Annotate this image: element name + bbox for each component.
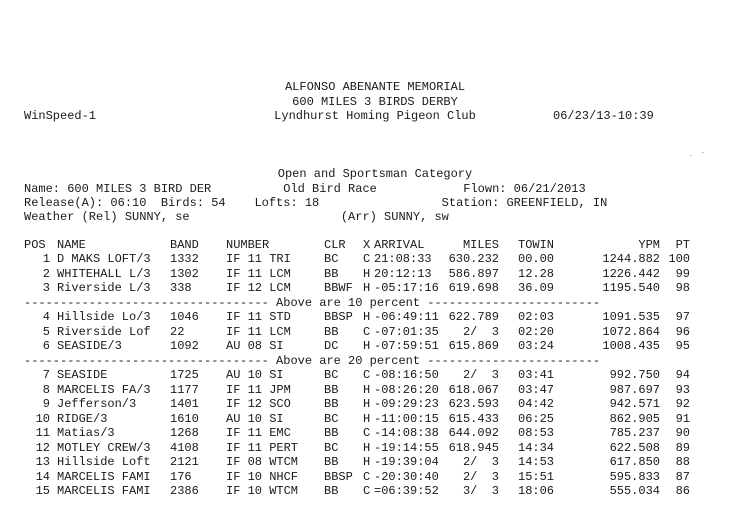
cell-towin: 03:24 [518,339,555,353]
category-title: Open and Sportsman Category [277,167,473,181]
scan-speck [690,155,692,156]
cell-band: 2386 [170,484,199,498]
cell-miles: 615.869 [448,339,499,353]
cell-pos: 1 [42,252,50,266]
table-row [24,470,704,484]
cell-band: 1610 [170,412,199,426]
cell-pt: 89 [675,441,690,455]
cell-clr: BB [324,267,339,281]
cell-pt: 87 [675,470,690,484]
cell-pos: 4 [42,310,50,324]
cell-pos: 2 [42,267,50,281]
cell-x: H [363,267,371,281]
table-row [24,267,704,281]
table-row [24,339,704,353]
cell-pos: 12 [35,441,50,455]
report-title: ALFONSO ABENANTE MEMORIAL [284,80,466,94]
separator-10-percent: ---------------------------------- Above are 10 percent ------------------------ [24,296,601,310]
cell-band: 2121 [170,455,199,469]
cell-clr: BB [324,484,339,498]
cell-arrival: -08:16:50 [374,368,439,382]
cell-x: C [363,368,371,382]
col-pos: POS [24,238,46,252]
cell-ypm: 1008.435 [602,339,660,353]
table-row [24,368,704,382]
cell-ypm: 862.905 [609,412,660,426]
cell-band: 4108 [170,441,199,455]
cell-clr: BB [324,455,339,469]
cell-number: IF 11 LCM [226,325,291,339]
cell-band: 1401 [170,397,199,411]
cell-towin: 14:34 [518,441,555,455]
cell-band: 1302 [170,267,199,281]
table-row [24,310,704,324]
cell-x: H [363,339,371,353]
cell-miles: 2/ 3 [462,470,499,484]
cell-arrival: -09:29:23 [374,397,439,411]
cell-number: AU 10 SI [226,368,284,382]
cell-arrival: -14:08:38 [374,426,439,440]
table-row [24,252,704,266]
cell-ypm: 942.571 [609,397,660,411]
cell-ypm: 992.750 [609,368,660,382]
cell-pt: 92 [675,397,690,411]
cell-arrival: -05:17:16 [374,281,439,295]
cell-towin: 03:41 [518,368,555,382]
cell-x: C [363,252,371,266]
table-row [24,441,704,455]
cell-x: H [363,281,371,295]
col-number: NUMBER [226,238,270,252]
cell-towin: 06:25 [518,412,555,426]
col-towin: TOWIN [518,238,555,252]
cell-pos: 14 [35,470,50,484]
cell-ypm: 617.850 [609,455,660,469]
cell-name: SEASIDE [57,368,108,382]
cell-clr: BBSP [324,470,353,484]
cell-ypm: 785.237 [609,426,660,440]
separator-20-percent: ---------------------------------- Above are 20 percent ------------------------ [24,354,601,368]
cell-towin: 04:42 [518,397,555,411]
cell-ypm: 622.508 [609,441,660,455]
cell-towin: 12.28 [518,267,555,281]
cell-band: 22 [170,325,185,339]
race-info-line2: Release(A): 06:10 Birds: 54 Lofts: 18 Station: GREENFIELD, IN [24,196,608,210]
cell-ypm: 1091.535 [602,310,660,324]
col-miles: MILES [462,238,499,252]
cell-arrival: -19:39:04 [374,455,439,469]
cell-arrival: 20:12:13 [374,267,432,281]
cell-towin: 00.00 [518,252,555,266]
cell-pt: 96 [675,325,690,339]
cell-pos: 10 [35,412,50,426]
cell-miles: 630.232 [448,252,499,266]
cell-miles: 619.698 [448,281,499,295]
cell-number: IF 11 TRI [226,252,291,266]
cell-clr: BBWF [324,281,353,295]
cell-name: MARCELIS FAMI [57,484,151,498]
cell-pt: 98 [675,281,690,295]
cell-name: MARCELIS FA/3 [57,383,151,397]
cell-x: H [363,412,371,426]
cell-miles: 615.433 [448,412,499,426]
table-row [24,325,704,339]
column-header-row [24,238,704,252]
table-row [24,281,704,295]
cell-band: 1725 [170,368,199,382]
cell-miles: 618.945 [448,441,499,455]
club-name: Lyndhurst Homing Pigeon Club [274,109,476,123]
cell-x: H [363,455,371,469]
col-name: NAME [57,238,86,252]
cell-name: Hillside Loft [57,455,151,469]
cell-pos: 15 [35,484,50,498]
col-ypm: YPM [638,238,660,252]
cell-arrival: -07:59:51 [374,339,439,353]
cell-miles: 623.593 [448,397,499,411]
cell-pos: 13 [35,455,50,469]
cell-ypm: 1244.882 [602,252,660,266]
cell-number: IF 11 LCM [226,267,291,281]
cell-pt: 91 [675,412,690,426]
cell-clr: BB [324,325,339,339]
table-row [24,412,704,426]
cell-band: 1092 [170,339,199,353]
cell-name: SEASIDE/3 [57,339,122,353]
cell-miles: 622.789 [448,310,499,324]
cell-towin: 03:47 [518,383,555,397]
race-info-line3: Weather (Rel) SUNNY, se (Arr) SUNNY, sw [24,210,449,224]
cell-name: Jefferson/3 [57,397,137,411]
cell-number: IF 10 NHCF [226,470,299,484]
table-row [24,484,704,498]
cell-miles: 2/ 3 [462,325,499,339]
cell-miles: 2/ 3 [462,368,499,382]
cell-pos: 8 [42,383,50,397]
cell-x: C [363,325,371,339]
cell-number: IF 11 JPM [226,383,291,397]
cell-band: 338 [170,281,192,295]
cell-towin: 15:51 [518,470,555,484]
col-clr: CLR [324,238,346,252]
cell-ypm: 595.833 [609,470,660,484]
col-arrival: ARRIVAL [374,238,425,252]
table-row [24,455,704,469]
cell-band: 176 [170,470,192,484]
table-row [24,383,704,397]
cell-x: C [363,484,371,498]
scan-speck [702,152,704,153]
cell-pt: 93 [675,383,690,397]
cell-ypm: 987.697 [609,383,660,397]
cell-pt: 97 [675,310,690,324]
cell-band: 1046 [170,310,199,324]
cell-arrival: -20:30:40 [374,470,439,484]
table-row [24,397,704,411]
cell-band: 1332 [170,252,199,266]
cell-miles: 618.067 [448,383,499,397]
cell-name: RIDGE/3 [57,412,108,426]
cell-name: D MAKS LOFT/3 [57,252,151,266]
cell-number: IF 11 STD [226,310,291,324]
cell-towin: 08:53 [518,426,555,440]
cell-name: MOTLEY CREW/3 [57,441,151,455]
cell-arrival: -08:26:20 [374,383,439,397]
cell-towin: 14:53 [518,455,555,469]
cell-arrival: -07:01:35 [374,325,439,339]
cell-clr: BB [324,397,339,411]
cell-name: Hillside Lo/3 [57,310,151,324]
cell-x: H [363,441,371,455]
col-band: BAND [170,238,199,252]
cell-name: Riverside Lof [57,325,151,339]
cell-clr: BC [324,368,339,382]
race-info-line1: Name: 600 MILES 3 BIRD DER Old Bird Race Flown: 06/21/2013 [24,182,586,196]
cell-arrival: =06:39:52 [374,484,439,498]
cell-name: Riverside L/3 [57,281,151,295]
cell-arrival: -19:14:55 [374,441,439,455]
cell-ypm: 555.034 [609,484,660,498]
cell-band: 1268 [170,426,199,440]
cell-pt: 90 [675,426,690,440]
cell-clr: BC [324,441,339,455]
col-pt: PT [675,238,690,252]
cell-x: C [363,470,371,484]
cell-name: MARCELIS FAMI [57,470,151,484]
cell-arrival: -06:49:11 [374,310,439,324]
cell-number: IF 10 WTCM [226,484,299,498]
col-x: X [363,238,371,252]
cell-band: 1177 [170,383,199,397]
cell-pos: 11 [35,426,50,440]
cell-miles: 644.092 [448,426,499,440]
cell-miles: 3/ 3 [462,484,499,498]
cell-ypm: 1072.864 [602,325,660,339]
cell-name: Matias/3 [57,426,115,440]
cell-pt: 94 [675,368,690,382]
cell-pt: 95 [675,339,690,353]
cell-towin: 36.09 [518,281,555,295]
race-subtitle: 600 MILES 3 BIRDS DERBY [292,95,458,109]
cell-clr: BBSP [324,310,353,324]
cell-clr: BB [324,426,339,440]
program-name: WinSpeed-1 [24,109,97,123]
cell-number: IF 12 LCM [226,281,291,295]
cell-pos: 7 [42,368,50,382]
cell-miles: 586.897 [448,267,499,281]
cell-towin: 02:03 [518,310,555,324]
print-timestamp: 06/23/13-10:39 [553,109,654,123]
cell-ypm: 1226.442 [602,267,660,281]
cell-name: WHITEHALL L/3 [57,267,151,281]
cell-pos: 3 [42,281,50,295]
cell-number: AU 08 SI [226,339,284,353]
cell-number: IF 12 SCO [226,397,291,411]
cell-pos: 6 [42,339,50,353]
cell-clr: BC [324,252,339,266]
cell-pos: 5 [42,325,50,339]
cell-towin: 02:20 [518,325,555,339]
cell-x: H [363,397,371,411]
cell-x: C [363,426,371,440]
cell-x: H [363,383,371,397]
table-row [24,426,704,440]
cell-pos: 9 [42,397,50,411]
cell-pt: 100 [668,252,690,266]
cell-clr: BB [324,383,339,397]
cell-pt: 99 [675,267,690,281]
cell-pt: 88 [675,455,690,469]
cell-number: IF 11 EMC [226,426,291,440]
cell-ypm: 1195.540 [602,281,660,295]
cell-number: IF 08 WTCM [226,455,299,469]
cell-arrival: -11:00:15 [374,412,439,426]
cell-pt: 86 [675,484,690,498]
cell-towin: 18:06 [518,484,555,498]
cell-clr: BC [324,412,339,426]
cell-number: IF 11 PERT [226,441,299,455]
cell-clr: DC [324,339,339,353]
cell-arrival: 21:08:33 [374,252,432,266]
cell-miles: 2/ 3 [462,455,499,469]
cell-number: AU 10 SI [226,412,284,426]
cell-x: H [363,310,371,324]
